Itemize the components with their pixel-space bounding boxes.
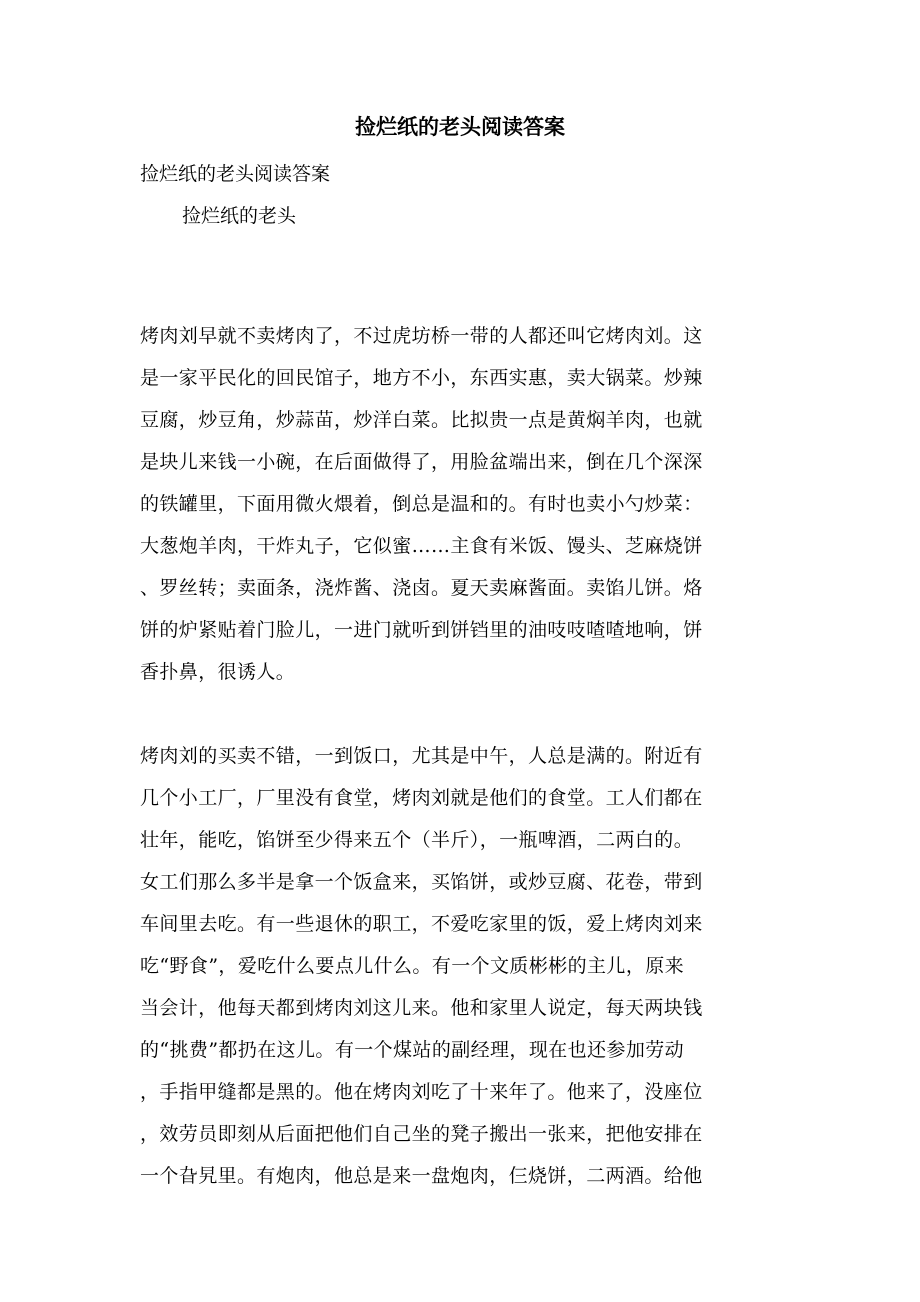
text-line: 香扑鼻，很诱人。	[140, 661, 296, 683]
text-line: 车间里去吃。有一些退休的职工，不爱吃家里的饭，爱上烤肉刘来	[140, 913, 703, 935]
text-line: 一个旮旯里。有炮肉，他总是来一盘炮肉，仨烧饼，二两酒。给他	[140, 1165, 703, 1187]
text-line: 烤肉刘的买卖不错，一到饭口，尤其是中午，人总是满的。附近有	[140, 745, 703, 767]
paragraph-1	[140, 315, 780, 693]
text-line: 饼的炉紧贴着门脸儿，一进门就听到饼铛里的油吱吱喳喳地响，饼	[140, 619, 703, 641]
text-line: 大葱炮羊肉，干炸丸子，它似蜜……主食有米饭、馒头、芝麻烧饼	[140, 535, 703, 557]
text-line: 豆腐，炒豆角，炒蒜苗，炒洋白菜。比拟贵一点是黄焖羊肉，也就	[140, 409, 703, 431]
section-heading: 捡烂纸的老头	[182, 205, 297, 227]
text-line: 是块儿来钱一小碗，在后面做得了，用脸盆端出来，倒在几个深深	[140, 451, 703, 473]
text-line: 几个小工厂，厂里没有食堂，烤肉刘就是他们的食堂。工人们都在	[140, 787, 703, 809]
text-line: ，效劳员即刻从后面把他们自己坐的凳子搬出一张来，把他安排在	[140, 1123, 703, 1145]
text-line: 的“挑费”都扔在这儿。有一个煤站的副经理，现在也还参加劳动	[140, 1039, 685, 1061]
text-line: ，手指甲缝都是黑的。他在烤肉刘吃了十来年了。他来了，没座位	[140, 1081, 703, 1103]
document-title: 捡烂纸的老头阅读答案	[355, 114, 565, 139]
text-line: 、罗丝转；卖面条，浇炸酱、浇卤。夏天卖麻酱面。卖馅儿饼。烙	[140, 577, 703, 599]
text-line: 当会计，他每天都到烤肉刘这儿来。他和家里人说定，每天两块钱	[140, 997, 703, 1019]
text-line: 吃“野食”，爱吃什么要点儿什么。有一个文质彬彬的主儿，原来	[140, 955, 685, 977]
text-line: 女工们那么多半是拿一个饭盒来，买馅饼，或炒豆腐、花卷，带到	[140, 871, 703, 893]
document-subtitle: 捡烂纸的老头阅读答案	[140, 163, 331, 185]
text-line: 壮年，能吃，馅饼至少得来五个（半斤），一瓶啤酒，二两白的。	[140, 829, 694, 851]
paragraph-2	[140, 735, 780, 1197]
text-line: 的铁罐里，下面用微火煨着，倒总是温和的。有时也卖小勺炒菜：	[140, 493, 703, 515]
text-line: 是一家平民化的回民馆子，地方不小，东西实惠，卖大锅菜。炒辣	[140, 367, 703, 389]
text-line: 烤肉刘早就不卖烤肉了，不过虎坊桥一带的人都还叫它烤肉刘。这	[140, 325, 703, 347]
